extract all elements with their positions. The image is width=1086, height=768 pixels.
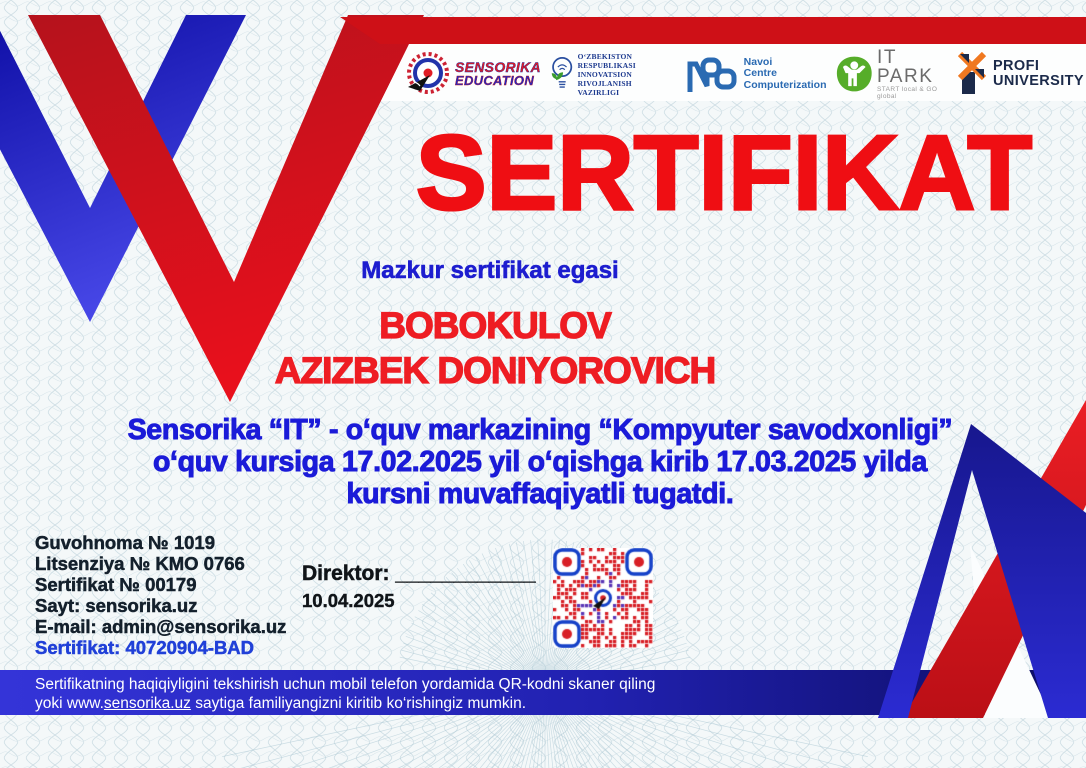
profi-logo-line2: UNIVERSITY [992,73,1084,89]
ministry-logo-line3: VAZIRLIGI [577,87,620,97]
profi-mark-icon [958,52,988,96]
itpark-logo-title: IT PARK [877,47,934,87]
detail-guvohnoma: Guvohnoma № 1019 [35,532,215,553]
ministry-logo [550,52,678,97]
detail-sayt: Sayt: sensorika.uz [35,595,198,616]
signature-date: 10.04.2025 [302,590,395,611]
sensorika-logo-line2: EDUCATION [455,73,535,88]
ministry-logo-line1: O‘ZBEKISTON RESPUBLIKASI [577,51,636,70]
profi-logo-line1: PROFI [992,58,1040,74]
director-label: Direktor: [302,562,390,585]
lightbulb-icon [550,53,573,95]
signature-line: ____________ [395,562,536,585]
recipient-name [60,303,930,393]
ministry-logo-line2: INNOVATSION RIVOJLANISH [577,69,633,88]
footer-line2-prefix: yoki www. [35,694,104,712]
footer-instructions [35,676,655,713]
sensorika-badge-icon [404,51,450,97]
intro-text: Mazkur sertifikat egasi [361,257,619,284]
director-signature-row [302,562,536,586]
recipient-name-line2: AZIZBEK DONIYOROVICH [274,350,716,391]
recipient-name-line1: BOBOKULOV [379,305,611,346]
ncc-logo-line3: Computerization [743,78,827,91]
qr-code [553,548,653,648]
certificate-body-text [98,414,982,510]
body-line2: o‘quv kursiga 17.02.2025 yil o‘qishga kirib 17.03.2025 yilda [152,446,928,478]
detail-email: E-mail: admin@sensorika.uz [35,616,287,637]
body-line3: kursni muvaffaqiyatli tugatdi. [346,478,734,510]
footer-line1: Sertifikatning haqiqiyligini tekshirish uchun mobil telefon yordamida QR-kodni skaner qiling [35,676,656,693]
ncc-mark-icon [687,54,739,94]
partner-logos [404,45,1084,103]
itpark-person-icon [836,53,873,95]
detail-litsenziya: Litsenziya № KMO 0766 [35,553,245,574]
sensorika-logo [404,51,541,97]
detail-sertifikat-no: Sertifikat № 00179 [35,574,197,595]
profi-logo [958,52,1084,96]
certificate-details [35,532,286,658]
ncc-logo-line2: Centre [743,67,777,80]
detail-sertifikat-id: Sertifikat: 40720904-BAD [35,637,255,658]
sensorika-logo-line1: SENSORIKA [455,59,541,75]
footer-website-link[interactable]: sensorika.uz [103,694,191,712]
ncc-logo [687,54,827,94]
body-line1: Sensorika “IT” - o‘quv markazining “Kompyuter savodxonligi” [127,414,953,446]
ncc-logo-line1: Navoi [743,55,773,68]
itpark-logo-subtitle: START local & GO global [877,86,938,100]
certificate-title: SERTIFIKAT [415,114,1033,232]
itpark-logo [836,48,949,100]
footer-line2-suffix: saytiga familiyangizni kiritib ko‘rishingiz mumkin. [190,694,527,712]
footer-line2 [35,695,655,714]
top-red-band [340,17,1086,44]
